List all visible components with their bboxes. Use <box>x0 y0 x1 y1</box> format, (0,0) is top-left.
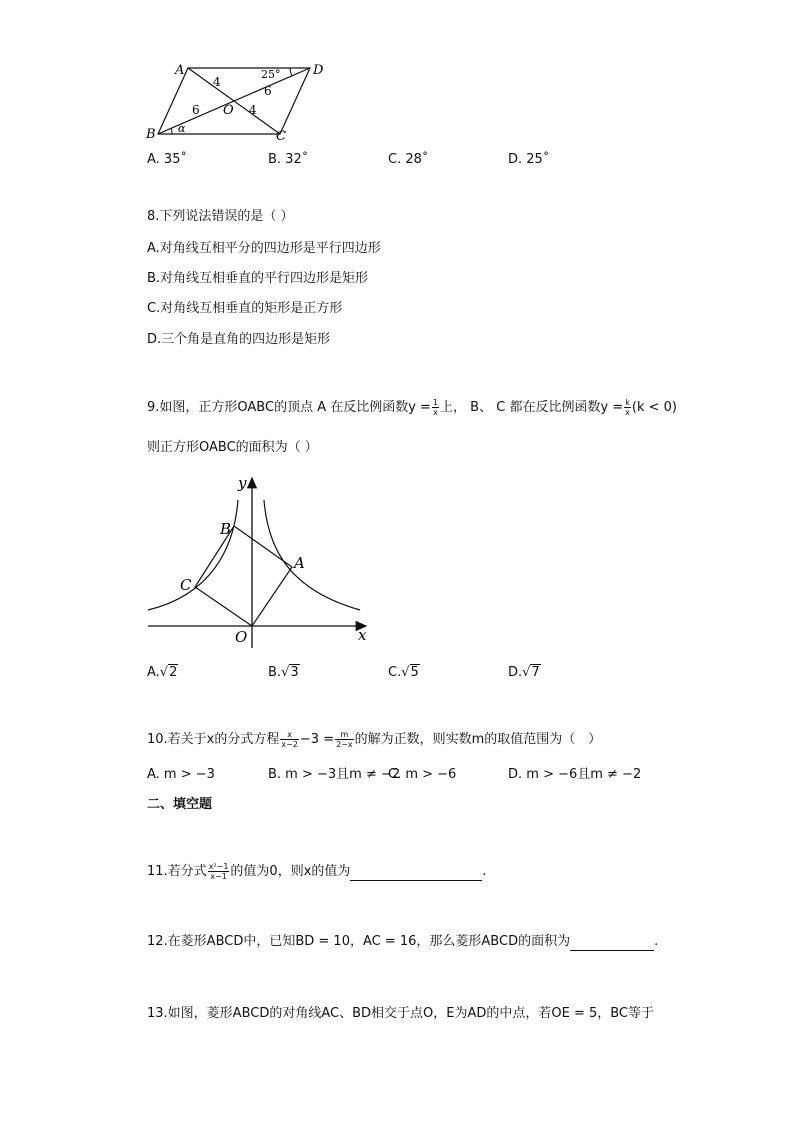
q7-option-c[interactable]: C. 28˚ <box>388 152 429 167</box>
q9-func1-num: 1 <box>432 398 439 407</box>
q11-den: x−1 <box>210 872 227 881</box>
q11-stem <box>147 862 487 881</box>
hyperbola-left-branch <box>148 500 238 610</box>
q9-func2-num: k <box>625 398 630 407</box>
sqrt-symbol: √ <box>281 665 290 680</box>
q9-option-c[interactable] <box>388 664 420 682</box>
q10-right-den: 2−x <box>336 740 353 749</box>
q9-option-b-radicand: 3 <box>290 665 299 680</box>
parallelogram-figure <box>140 58 340 143</box>
segment-oc-label: 4 <box>249 103 257 117</box>
q12-answer-blank[interactable] <box>570 936 654 951</box>
q10-stem-part-b: 的解为正数，则实数m的取值范围为（ ） <box>354 732 602 747</box>
point-a-label: A <box>294 554 305 572</box>
q10-option-d[interactable]: D. m > −6且m ≠ −2 <box>508 767 642 782</box>
segment-od-label: 6 <box>264 84 272 98</box>
q7-option-b[interactable]: B. 32˚ <box>268 152 309 167</box>
q9-option-d-radicand: 7 <box>531 665 540 680</box>
section-heading-fill-blank: 二、填空题 <box>147 797 213 812</box>
q10-stem <box>147 730 601 749</box>
segment-bo-label: 6 <box>192 103 200 117</box>
q9-option-c-prefix: C. <box>388 665 402 680</box>
q12-end: . <box>654 934 659 949</box>
q8-option-a[interactable]: A.对角线互相平分的四边形是平行四边形 <box>147 241 381 256</box>
q9-func1-lhs: y = <box>408 400 431 415</box>
q9-stem-part-a: 9.如图，正方形OABC的顶点 A 在反比例函数 <box>147 400 409 415</box>
y-axis-label: y <box>238 474 247 492</box>
q8-option-c[interactable]: C.对角线互相垂直的矩形是正方形 <box>147 301 343 316</box>
q9-option-d[interactable] <box>508 664 541 682</box>
point-b-label: B <box>220 520 232 538</box>
q10-option-a[interactable]: A. m > −3 <box>147 767 215 782</box>
q11-stem-part-b: 的值为0，则x的值为 <box>230 864 351 879</box>
q10-right-num: m <box>335 730 354 740</box>
q9-stem <box>147 398 677 417</box>
q10-left-den: x−2 <box>281 740 298 749</box>
q11-end: . <box>482 864 487 879</box>
q11-stem-part-a: 11.若分式 <box>147 864 207 879</box>
point-c-label: C <box>180 576 192 594</box>
q9-func1-den: x <box>433 408 438 417</box>
sqrt-symbol: √ <box>522 665 531 680</box>
q10-option-b[interactable]: B. m > −3且m ≠ −2 <box>268 767 401 782</box>
q11-fraction <box>208 862 230 881</box>
q10-left-num: x <box>280 730 299 740</box>
q10-equation-mid: −3 = <box>299 732 335 747</box>
x-axis-label: x <box>358 626 367 644</box>
q10-right-fraction <box>335 730 354 749</box>
vertex-c-label: C <box>276 129 286 143</box>
q7-option-a[interactable]: A. 35˚ <box>147 152 187 167</box>
q9-option-a-radicand: 2 <box>169 665 178 680</box>
q8-stem: 8.下列说法错误的是（ ） <box>147 209 294 224</box>
q12-line <box>147 933 658 951</box>
angle-alpha-label: α <box>178 122 186 135</box>
q9-option-c-radicand: 5 <box>410 665 419 680</box>
sqrt-symbol: √ <box>159 665 169 680</box>
q7-option-d[interactable]: D. 25˚ <box>508 152 550 167</box>
sqrt-symbol: √ <box>401 665 410 680</box>
vertex-a-label: A <box>175 63 185 78</box>
q9-option-a-prefix: A. <box>147 665 160 680</box>
hyperbola-right-branch <box>264 500 360 610</box>
q8-option-b[interactable]: B.对角线互相垂直的平行四边形是矩形 <box>147 271 369 286</box>
q10-option-c[interactable]: C. m > −6 <box>388 767 457 782</box>
hyperbola-square-figure <box>140 470 380 650</box>
q9-option-d-prefix: D. <box>508 665 523 680</box>
q8-option-d[interactable]: D.三个角是直角的四边形是矩形 <box>147 332 331 347</box>
center-o-label: O <box>223 103 234 118</box>
q10-left-fraction <box>280 730 299 749</box>
q9-option-b[interactable] <box>268 664 300 682</box>
q9-stem-part-b: 上， B、 C 都在反比例函数 <box>440 400 601 415</box>
q9-func2-den: x <box>625 408 630 417</box>
vertex-d-label: D <box>313 63 324 78</box>
q9-func2-lhs: y = <box>600 400 624 415</box>
q9-func2-condition: (k < 0) <box>631 400 678 415</box>
q9-func2-fraction <box>624 398 631 417</box>
q9-option-a[interactable] <box>147 664 178 682</box>
q9-stem-line2: 则正方形OABC的面积为（ ） <box>147 440 318 455</box>
q10-stem-part-a: 10.若关于x的分式方程 <box>147 732 280 747</box>
square-oabc <box>195 526 292 626</box>
q13-stem: 13.如图，菱形ABCD的对角线AC、BD相交于点O，E为AD的中点，若OE = 5，BC等于 <box>147 1006 655 1021</box>
q11-answer-blank[interactable] <box>350 866 482 881</box>
origin-label: O <box>235 628 248 646</box>
angle-d-label: 25° <box>261 68 281 81</box>
segment-ao-label: 4 <box>213 75 221 89</box>
q9-option-b-prefix: B. <box>268 665 282 680</box>
q9-func1-fraction <box>432 398 439 417</box>
vertex-b-label: B <box>146 127 156 142</box>
q12-stem: 12.在菱形ABCD中，已知BD = 10，AC = 16，那么菱形ABCD的面积为 <box>147 934 571 949</box>
q11-num: x²−1 <box>208 862 229 871</box>
